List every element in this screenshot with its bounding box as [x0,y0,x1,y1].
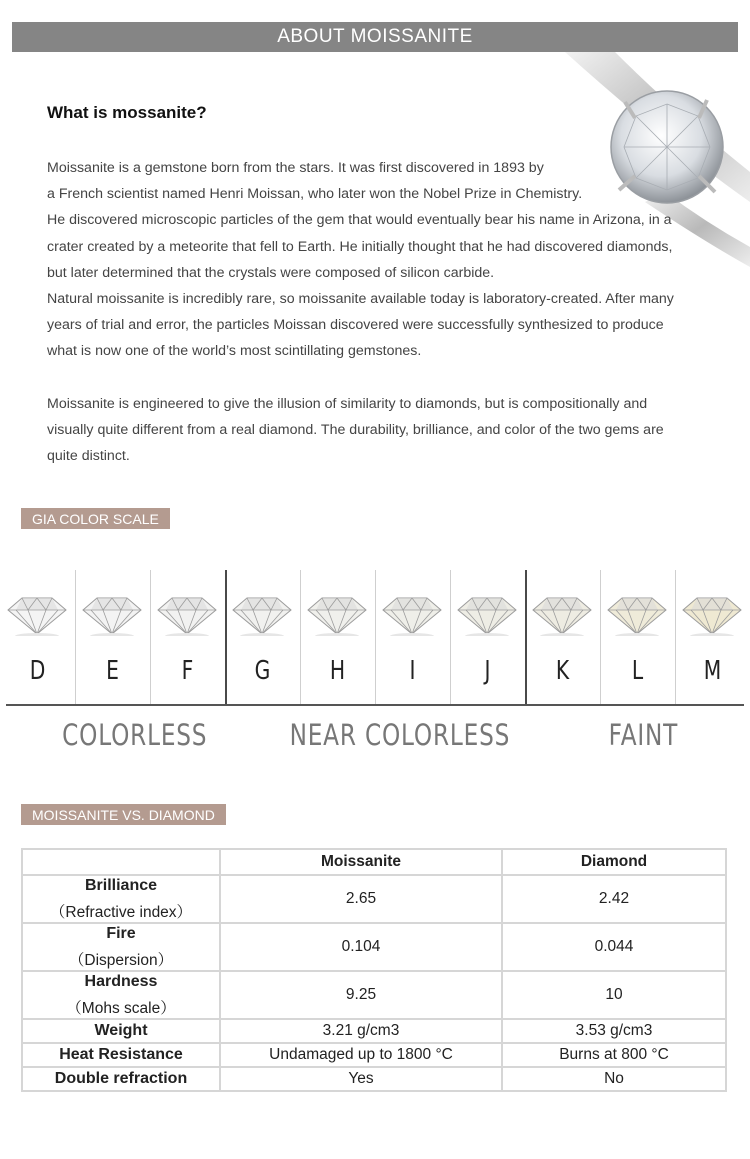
diamond-value: 3.53 g/cm3 [502,1019,726,1043]
color-grade-f [150,568,225,704]
intro-line: Moissanite is a gemstone born from the stars. It was first discovered in 1893 by [47,160,544,176]
table-row [22,923,726,971]
diamond-value: No [502,1067,726,1091]
diamond-icon [156,592,218,636]
grade-letter: D [29,656,46,686]
intro-line: years of trial and error, the particles Moissan discovered were successfully synthesized to produce [47,317,664,334]
diamond-value: 0.044 [502,923,726,971]
color-grade-d [0,568,75,704]
diamond-icon [6,592,68,636]
diamond-icon [81,592,143,636]
diamond-icon [531,592,593,636]
intro-line: a French scientist named Henri Moissan, who later won the Nobel Prize in Chemistry. [47,186,583,203]
row-label: Brilliance [84,876,158,894]
grade-letter: H [329,656,346,686]
row-label: Fire [106,924,136,942]
row-label-cell [22,1019,220,1043]
moissanite-value: Yes [220,1067,502,1091]
diamond-icon [306,592,368,636]
table-row [22,1019,726,1043]
color-grade-k [525,568,600,704]
color-grade-j [450,568,525,704]
color-grade-e [75,568,150,704]
diamond-icon [381,592,443,636]
table-row [22,1067,726,1091]
diamond-value: 10 [502,971,726,1019]
row-label-cell [22,971,220,1019]
scale-baseline [6,704,744,706]
diamond-icon [606,592,668,636]
row-label: Hardness [84,972,158,990]
intro-text [47,155,727,469]
color-scale [0,568,750,708]
header-cell-moissanite: Moissanite [220,849,502,875]
color-scale-tag: GIA COLOR SCALE [21,508,170,529]
grade-letter: J [484,656,491,686]
grade-letter: I [409,656,416,686]
color-grade-m [675,568,750,704]
intro-line: Moissanite is engineered to give the illusion of similarity to diamonds, but is compositionally and [47,395,648,412]
comparison-tag: MOISSANITE VS. DIAMOND [21,804,226,825]
intro-line: quite distinct. [47,448,130,465]
table-header-row [22,849,726,875]
moissanite-value: 9.25 [220,971,502,1019]
row-label: Double refraction [54,1070,188,1087]
grade-letter: E [106,656,119,686]
color-grade-h [300,568,375,704]
range-near-colorless: NEAR COLORLESS [289,718,511,752]
diamond-icon [231,592,293,636]
diamond-icon [456,592,518,636]
intro-heading: What is mossanite? [47,103,207,122]
intro-line: what is now one of the world’s most scintillating gemstones. [47,343,422,360]
row-sublabel: （Mohs scale） [66,999,176,1017]
diamond-value: 2.42 [502,875,726,923]
table-row [22,1043,726,1067]
row-label-cell [22,923,220,971]
row-sublabel: （Refractive index） [49,903,193,921]
section-banner [12,22,738,52]
row-label: Weight [94,1022,148,1039]
range-faint: FAINT [608,718,679,752]
grade-letter: M [703,656,722,686]
row-sublabel: （Dispersion） [68,951,174,969]
comparison-table [21,848,727,1092]
table-row [22,971,726,1019]
row-label-cell [22,1043,220,1067]
color-grade-i [375,568,450,704]
diamond-value: Burns at 800 °C [502,1043,726,1067]
moissanite-value: 0.104 [220,923,502,971]
grade-letter: F [181,656,194,686]
moissanite-value: Undamaged up to 1800 °C [220,1043,502,1067]
intro-line: He discovered microscopic particles of the gem that would eventually bear his name in Arizona, in a [47,212,672,229]
banner-title: ABOUT MOISSANITE [277,26,473,47]
header-cell-diamond: Diamond [502,849,726,875]
grade-letter: G [254,656,271,686]
row-label-cell [22,875,220,923]
row-label: Heat Resistance [59,1046,183,1063]
grade-letter: L [631,656,644,686]
intro-line: but later determined that the crystals were composed of silicon carbide. [47,264,495,281]
moissanite-value: 2.65 [220,875,502,923]
intro-line: Natural moissanite is incredibly rare, so moissanite available today is laboratory-created. After many [47,291,674,308]
color-grade-l [600,568,675,704]
moissanite-value: 3.21 g/cm3 [220,1019,502,1043]
row-label-cell [22,1067,220,1091]
diamond-icon [681,592,743,636]
color-grade-g [225,568,300,704]
table-row [22,875,726,923]
intro-line: visually quite different from a real diamond. The durability, brilliance, and color of the two gems are [47,421,664,438]
intro-line: crater created by a meteorite that fell to Earth. He initially thought that he had discovered diamonds, [47,238,673,255]
range-colorless: COLORLESS [62,718,208,752]
header-cell-empty [22,849,220,875]
grade-letter: K [555,656,570,686]
